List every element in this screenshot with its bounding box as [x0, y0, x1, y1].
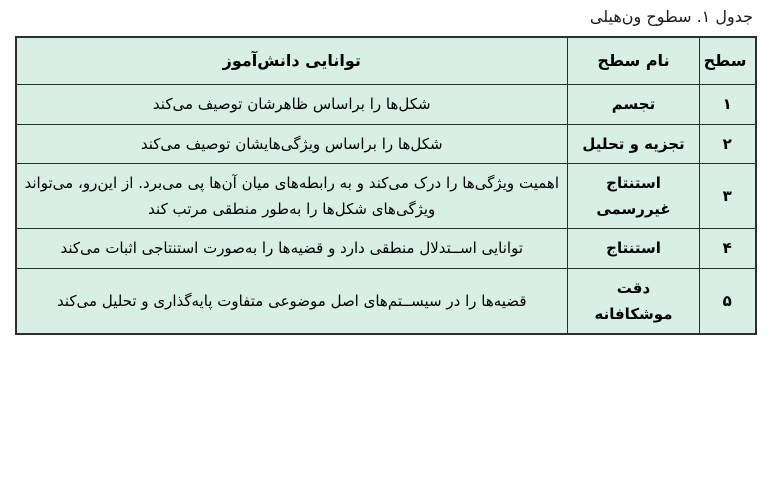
column-header-student-ability: توانایی دانش‌آموز: [16, 37, 568, 85]
table-row: [16, 163, 756, 229]
cell-level: ۴: [700, 229, 756, 268]
cell-student-ability: شکل‌ها را براساس ویژگی‌هایشان توصیف می‌کند: [16, 124, 568, 163]
table-row: [16, 229, 756, 268]
cell-student-ability: توانایی اســتدلال منطقی دارد و قضیه‌ها را به‌صورت استنتاجی اثبات می‌کند: [16, 229, 568, 268]
cell-level: ۵: [700, 268, 756, 334]
cell-level-name: استنتاج غیررسمی: [568, 163, 700, 229]
cell-level: ۳: [700, 163, 756, 229]
cell-level-name: تجزیه و تحلیل: [568, 124, 700, 163]
table-header: [16, 37, 756, 85]
table-body: [16, 85, 756, 334]
cell-level-name: استنتاج: [568, 229, 700, 268]
column-header-level-name: نام سطح: [568, 37, 700, 85]
cell-level: ۲: [700, 124, 756, 163]
table-row: [16, 85, 756, 124]
table-row: [16, 268, 756, 334]
cell-level-name: تجسم: [568, 85, 700, 124]
cell-student-ability: اهمیت ویژگی‌ها را درک می‌کند و به رابطه‌های میان آن‌ها پی می‌برد. از این‌رو، می‌تواند ویژگی‌های شکل‌ها را به‌طور منطقی مرتب کند: [16, 163, 568, 229]
table-header-row: [16, 37, 756, 85]
table-row: [16, 124, 756, 163]
cell-level-name: دقت موشکافانه: [568, 268, 700, 334]
cell-level: ۱: [700, 85, 756, 124]
cell-student-ability: قضیه‌ها را در سیســتم‌های اصل موضوعی متفاوت پایه‌گذاری و تحلیل می‌کند: [16, 268, 568, 334]
cell-student-ability: شکل‌ها را براساس ظاهرشان توصیف می‌کند: [16, 85, 568, 124]
column-header-level: سطح: [700, 37, 756, 85]
table-caption: جدول ۱. سطوح ون‌هیلی: [589, 7, 753, 26]
van-hiele-levels-table: [15, 36, 757, 335]
